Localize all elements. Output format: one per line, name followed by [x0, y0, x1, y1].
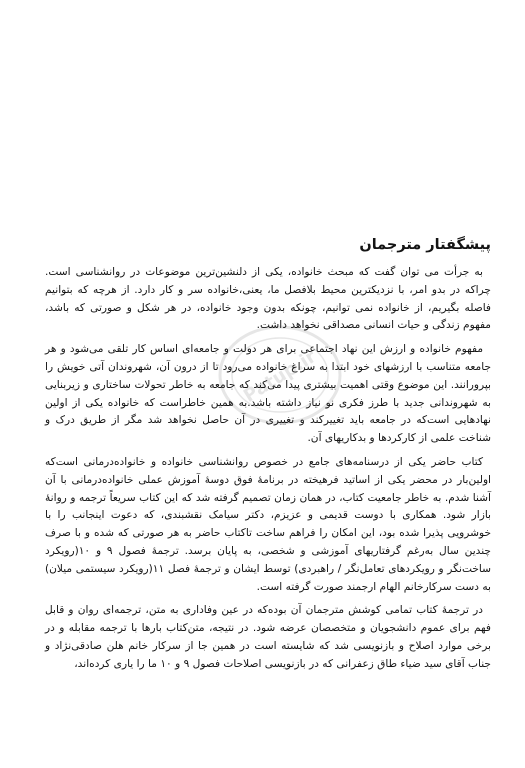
watermark-text: Patup.ir	[240, 346, 320, 407]
paragraph-4: در ترجمهٔ کتاب تمامی کوشش مترجمان آن بوده‌که در عین وفاداری به متن، ترجمه‌ای روان و قابل فهم برای عموم دانشجویان و متخصصان عرضه شود. در نتیجه، متن‌کتاب بارها با ترجمه مقابله و در برخی موارد اصلاح و بازنویسی شد که شایسته است در همین جا از سرکار خانم هلن صادقی‌نژاد و جناب آقای سید ضیاء طاق زعفرانی که در بازنویسی اصلاحات فصول ۹ و ۱۰ ما را یاری کرده‌اند،	[45, 604, 491, 670]
preface-heading: پیشگفتار مترجمان	[359, 237, 491, 253]
preface-section	[45, 234, 491, 680]
paragraph-3: کتاب حاضر یکی از درسنامه‌های جامع در خصوص روانشناسی خانواده و خانواده‌درمانی است‌که اولین‌بار در محضر یکی از اساتید فرهیخته در برنامهٔ فوق دوسهٔ آموزش عملی خانواده‌درمانی با آن آشنا شدم. به خاطر جامعیت کتاب، در همان زمان تصمیم گرفته شد که این کتاب سریعاً ترجمه و روانهٔ بازار شود. همکاری با دوست قدیمی و عزیزم، دکتر سیامک نقشبندی، که دعوت اینجانب را با خوشرویی پذیرا شده بود، این امکان را فراهم ساخت تاکتاب حاضر به هر صورتی که شده و با صرف چندین سال به‌رغم گرفتاریهای آموزشی و شخصی، به پایان برسد. ترجمهٔ فصول ۹ و ۱۰(رویکرد ساخت‌نگر و رویکردهای تعامل‌نگر / راهبردی) توسط ایشان و ترجمهٔ فصل ۱۱(رویکرد سیستمی میلان) به دست سرکارخانم الهام ارجمند صورت گرفته است.	[45, 455, 491, 593]
paragraph-1: به جرأت می توان گفت که مبحث خانواده، یکی از دلنشین‌ترین موضوعات در روانشناسی است. چراکه در بدو امر، با نزدیکترین محیط بلافصل ما، یعنی،خانواده سر و کار دارد. از هرچه که بتوانیم فاصله بگیریم، از خانواده نمی توانیم، چونکه بدون وجود خانواده، در هر شکل و صورتی که باشد، مفهوم زندگی و حیات انسانی مصداقی نخواهد داشت.	[45, 266, 491, 332]
paragraph-2: مفهوم خانواده و ارزش این نهاد اجتماعی برای هر دولت و جامعه‌ای اساس کار تلقی می‌شود و هر جامعه متناسب با ارزشهای خود ابتدا به سراغ خانواده می‌رود تا از درون آن، شهروندان آتی خویش را بپرورانند. این موضوع وقتی اهمیت بیشتری پیدا می‌کند که جامعه به خاطر تحولات ساختاری و زیربنایی به شهروندانی جدید با طرز فکری نو نیاز داشته باشد.به همین خاطراست که خانواده یکی از اولین نهادهایی است‌که در جامعه باید تغییرکند و تغییری در آن حاصل نخواهد شد مگر از طریق درک و شناخت علمی از کارکردها و بدکاریهای آن.	[45, 343, 491, 445]
